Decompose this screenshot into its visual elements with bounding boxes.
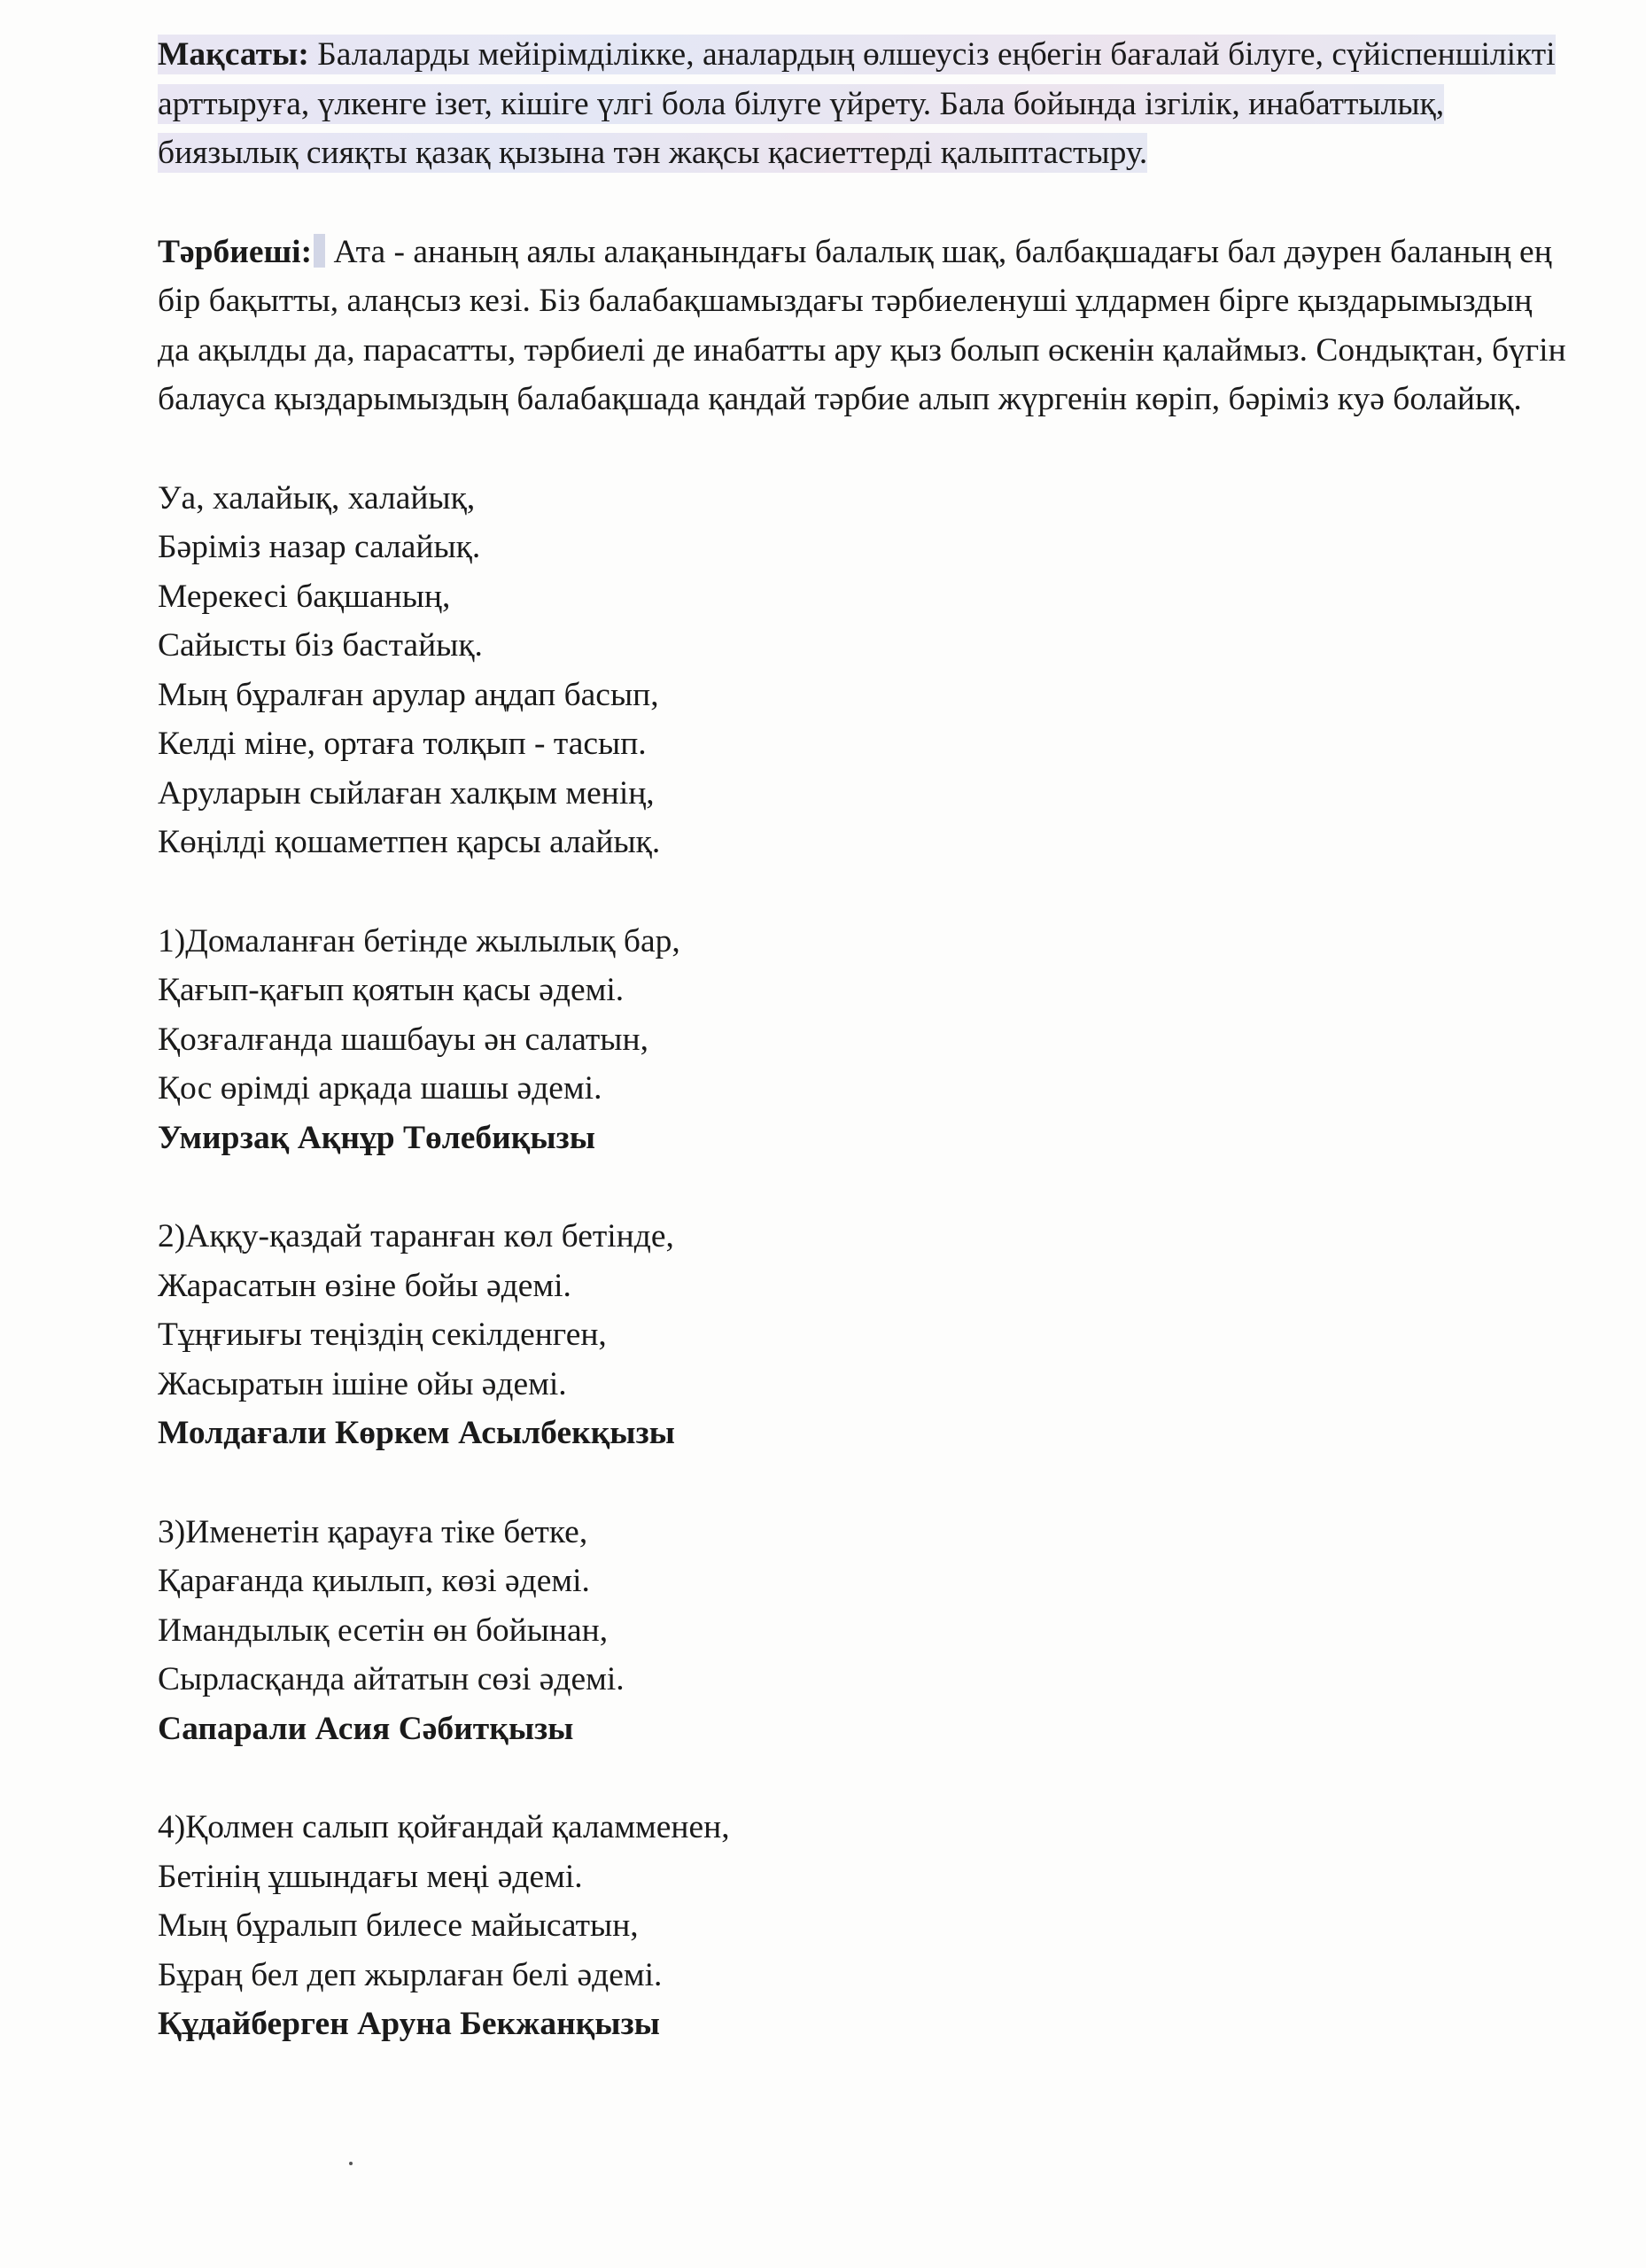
intro-poem (158, 474, 1566, 867)
verse-line: Бетінің ұшындағы меңі әдемі. (158, 1858, 583, 1895)
verse-4 (158, 1803, 1566, 2049)
spacer (158, 1162, 1566, 1212)
poem-line: Бәріміз назар салайық. (158, 529, 481, 565)
spacer (158, 1458, 1566, 1508)
verse-line: Бұраң бел деп жырлаған белі әдемі. (158, 1956, 663, 1993)
verse-author: Сапарали Асия Сәбитқызы (158, 1710, 574, 1747)
verse-line: 3)Именетін қарауға тіке бетке, (158, 1513, 588, 1550)
verse-1 (158, 917, 1566, 1163)
poem-line: Аруларын сыйлаған халқым менің, (158, 774, 655, 812)
poem-line: Мың бұралған арулар аңдап басып, (158, 676, 659, 713)
verse-author: Умирзақ Ақнұр Төлебиқызы (158, 1119, 596, 1156)
teacher-text: Ата - ананың аялы алақанындағы балалық шақ, балбақшадағы бал дәурен баланың ең бір бақытты, алаңсыз кезі. Біз балабақшамыздағы тәрбиеленуші ұлдармен бірге қыздарымыздың да ақылды да, парасатты, тәрбиелі де инабатты ару қыз болып өскенін қалаймыз. Сондықтан, бүгін балауса қыздарымыздың балабақшада қандай тәрбие алып жүргенін көріп, бәріміз куә болайық. (158, 233, 1566, 417)
verse-line: 1)Домаланған бетінде жылылық бар, (158, 922, 680, 959)
verse-line: Сырласқанда айтатын сөзі әдемі. (158, 1661, 625, 1697)
verse-line: Тұңғиығы теңіздің секілденген, (158, 1317, 607, 1353)
verse-line: Қозғалғанда шашбауы ән салатын, (158, 1021, 648, 1058)
goal-label: Мақсаты: (158, 36, 309, 73)
verse-2 (158, 1212, 1566, 1458)
selection-mark (314, 234, 325, 268)
verse-author: Құдайберген Аруна Бекжанқызы (158, 2006, 660, 2042)
teacher-label: Тәрбиеші: (158, 233, 313, 270)
spacer (158, 1753, 1566, 1803)
verse-line: Жарасатын өзіне бойы әдемі. (158, 1267, 571, 1304)
verse-line: Мың бұралып билесе майысатын, (158, 1907, 639, 1944)
verse-line: Қос өрімді арқада шашы әдемі. (158, 1070, 602, 1107)
poem-line: Мерекесі бақшаның, (158, 578, 451, 615)
document-body (158, 30, 1566, 2049)
goal-text: Балаларды мейірімділікке, аналардың өлшеусіз еңбегін бағалай білуге, сүйіспеншілікті арттыруға, үлкенге ізет, кішіге үлгі бола білуге үйрету. Бала бойында ізгілік, инабаттылық, биязылық сияқты қазақ қызына тән жақсы қасиеттерді қалыптастыру. (158, 36, 1556, 171)
verse-3 (158, 1508, 1566, 1754)
verse-line: 4)Қолмен салып қойғандай қаламменен, (158, 1809, 730, 1845)
verse-line: Қағып-қағып қоятын қасы әдемі. (158, 972, 625, 1008)
verse-author: Молдағали Көркем Асылбекқызы (158, 1415, 675, 1451)
verse-line: 2)Аққу-қаздай таранған көл бетінде, (158, 1218, 674, 1254)
verse-line: Имандылық есетін өн бойынан, (158, 1612, 609, 1649)
poem-line: Келді міне, ортаға толқып - тасып. (158, 726, 647, 762)
goal-highlight (158, 35, 1556, 173)
spacer (158, 424, 1566, 474)
verse-line: Қарағанда қиылып, көзі әдемі. (158, 1563, 590, 1599)
verse-line: Жасыратын ішіне ойы әдемі. (158, 1365, 567, 1402)
poem-line: Көңілді қошаметпен қарсы алайық. (158, 824, 661, 860)
poem-line: Сайысты біз бастайық. (158, 627, 483, 664)
spacer (158, 178, 1566, 228)
spacer (158, 867, 1566, 917)
teacher-paragraph (158, 228, 1566, 424)
scan-speck (349, 2162, 353, 2165)
goal-paragraph (158, 30, 1566, 178)
poem-line: Уа, халайық, халайық, (158, 479, 476, 517)
